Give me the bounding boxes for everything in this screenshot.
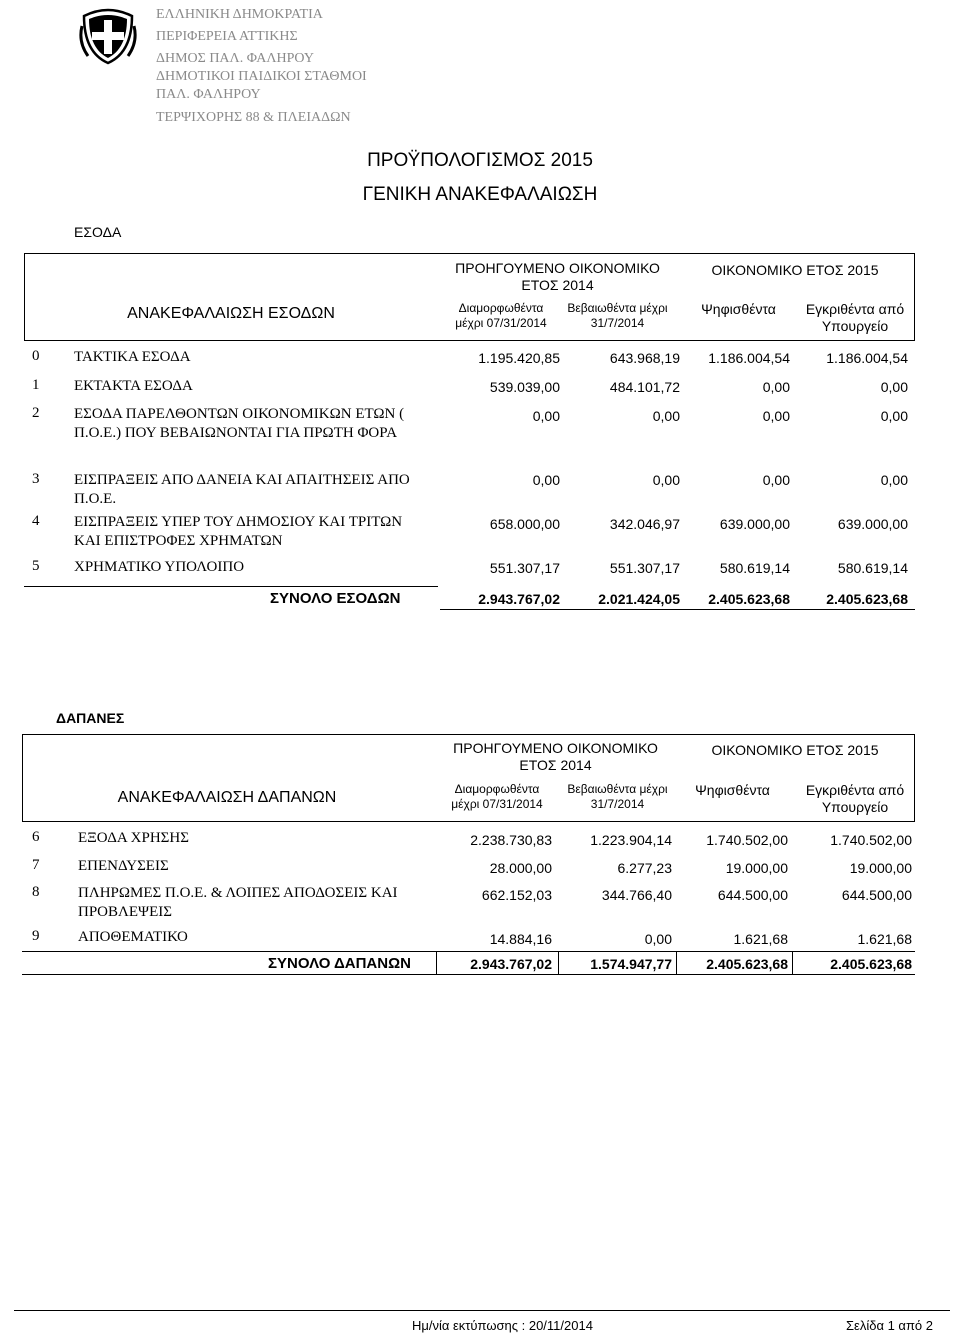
row-value-voted: 19.000,00 xyxy=(725,860,788,876)
expenses-total-sep-3 xyxy=(676,951,677,974)
row-number: 3 xyxy=(32,471,40,487)
row-label: ΕΙΣΠΡΑΞΕΙΣ ΥΠΕΡ ΤΟΥ ΔΗΜΟΣΙΟΥ ΚΑΙ ΤΡΙΤΩΝ ΚΑΙ ΕΠΙΣΤΡΟΦΕΣ ΧΡΗΜΑΤΩΝ xyxy=(74,514,403,549)
revenue-col-approved: Εγκριθέντα από Υπουργείο xyxy=(805,301,905,334)
revenue-total-formed: 2.943.767,02 xyxy=(478,591,560,607)
row-value-voted: 0,00 xyxy=(762,379,790,395)
row-number: 2 xyxy=(32,405,40,421)
expenses-total-approved: 2.405.623,68 xyxy=(830,956,912,972)
row-value-approved: 1.186.004,54 xyxy=(826,350,908,366)
row-number: 8 xyxy=(32,884,40,900)
revenue-table-title: ΑΝΑΚΕΦΑΛΑΙΩΣΗ ΕΣΟΔΩΝ xyxy=(127,305,335,322)
expenses-col-voted: Ψηφισθέντα xyxy=(695,782,770,798)
org-line-region: ΠΕΡΙΦΕΡΕΙΑ ΑΤΤΙΚΗΣ xyxy=(156,29,298,44)
row-value-confirmed: 1.223.904,14 xyxy=(590,832,672,848)
revenue-prev-year-header: ΠΡΟΗΓΟΥΜΕΝΟ ΟΙΚΟΝΟΜΙΚΟ ΕΤΟΣ 2014 xyxy=(455,260,660,293)
expenses-total-sep-4 xyxy=(792,951,793,974)
expenses-total-label: ΣΥΝΟΛΟ ΔΑΠΑΝΩΝ xyxy=(268,955,411,972)
revenue-curr-year-header: ΟΙΚΟΝΟΜΙΚΟ ΕΤΟΣ 2015 xyxy=(711,262,879,278)
row-value-formed: 551.307,17 xyxy=(489,560,560,576)
row-label: ΕΞΟΔΑ ΧΡΗΣΗΣ xyxy=(78,830,189,846)
row-value-confirmed: 643.968,19 xyxy=(609,350,680,366)
greek-emblem-icon xyxy=(78,6,138,66)
row-value-approved: 1.621,68 xyxy=(857,931,912,947)
row-label: ΕΚΤΑΚΤΑ ΕΣΟΔΑ xyxy=(74,378,193,394)
row-value-confirmed: 6.277,23 xyxy=(617,860,672,876)
row-value-formed: 14.884,16 xyxy=(489,931,552,947)
revenue-total-label: ΣΥΝΟΛΟ ΕΣΟΔΩΝ xyxy=(270,590,401,607)
row-label: ΕΙΣΠΡΑΞΕΙΣ ΑΠΟ ΔΑΝΕΙΑ ΚΑΙ ΑΠΑΙΤΗΣΕΙΣ ΑΠΟ Π.Ο.Ε. xyxy=(74,472,410,507)
expenses-total-confirmed: 1.574.947,77 xyxy=(590,956,672,972)
row-label: ΠΛΗΡΩΜΕΣ Π.Ο.Ε. & ΛΟΙΠΕΣ ΑΠΟΔΟΣΕΙΣ ΚΑΙ ΠΡΟΒΛΕΨΕΙΣ xyxy=(78,885,398,920)
row-value-voted: 1.621,68 xyxy=(733,931,788,947)
row-label: ΕΣΟΔΑ ΠΑΡΕΛΘΟΝΤΩΝ ΟΙΚΟΝΟΜΙΚΩΝ ΕΤΩΝ ( Π.Ο.Ε.) ΠΟΥ ΒΕΒΑΙΩΝΟΝΤΑΙ ΓΙΑ ΠΡΩΤΗ ΦΟΡΑ xyxy=(74,406,405,441)
expenses-total-sep-1 xyxy=(436,951,437,974)
expenses-table-title: ΑΝΑΚΕΦΑΛΑΙΩΣΗ ΔΑΠΑΝΩΝ xyxy=(117,789,337,806)
row-value-approved: 0,00 xyxy=(880,408,908,424)
row-value-approved: 0,00 xyxy=(880,472,908,488)
expenses-section-label: ΔΑΠΑΝΕΣ xyxy=(56,710,125,726)
row-value-formed: 1.195.420,85 xyxy=(478,350,560,366)
row-value-voted: 580.619,14 xyxy=(719,560,790,576)
row-value-formed: 539.039,00 xyxy=(489,379,560,395)
revenue-section-label: ΕΣΟΔΑ xyxy=(74,224,122,240)
row-value-approved: 580.619,14 xyxy=(837,560,908,576)
org-line-address: ΤΕΡΨΙΧΟΡΗΣ 88 & ΠΛΕΙΑΔΩΝ xyxy=(156,110,351,125)
row-value-confirmed: 344.766,40 xyxy=(601,887,672,903)
revenue-total-underline xyxy=(440,609,915,610)
row-value-approved: 19.000,00 xyxy=(849,860,912,876)
org-line-entity-place: ΠΑΛ. ΦΑΛΗΡΟΥ xyxy=(156,87,261,102)
row-value-voted: 1.740.502,00 xyxy=(706,832,788,848)
revenue-col-confirmed: Βεβαιωθέντα μέχρι 31/7/2014 xyxy=(567,301,668,330)
expenses-col-confirmed: Βεβαιωθέντα μέχρι 31/7/2014 xyxy=(567,782,668,811)
revenue-col-formed: Διαμορφωθέντα μέχρι 07/31/2014 xyxy=(455,301,547,330)
row-value-voted: 0,00 xyxy=(762,408,790,424)
expenses-curr-year-header: ΟΙΚΟΝΟΜΙΚΟ ΕΤΟΣ 2015 xyxy=(711,742,879,758)
org-line-municipality: ΔΗΜΟΣ ΠΑΛ. ΦΑΛΗΡΟΥ xyxy=(156,51,314,66)
expenses-col-approved: Εγκριθέντα από Υπουργείο xyxy=(805,782,905,815)
row-number: 9 xyxy=(32,928,40,944)
row-value-confirmed: 342.046,97 xyxy=(609,516,680,532)
footer-rule xyxy=(14,1310,950,1311)
row-value-confirmed: 0,00 xyxy=(652,408,680,424)
row-label: ΕΠΕΝΔΥΣΕΙΣ xyxy=(78,858,169,874)
org-line-country: ΕΛΛΗΝΙΚΗ ΔΗΜΟΚΡΑΤΙΑ xyxy=(156,7,323,22)
expenses-col-formed: Διαμορφωθέντα μέχρι 07/31/2014 xyxy=(451,782,543,811)
row-number: 4 xyxy=(32,513,40,529)
expenses-prev-year-header: ΠΡΟΗΓΟΥΜΕΝΟ ΟΙΚΟΝΟΜΙΚΟ ΕΤΟΣ 2014 xyxy=(453,740,658,773)
page-subtitle: ΓΕΝΙΚΗ ΑΝΑΚΕΦΑΛΑΙΩΣΗ xyxy=(362,184,598,205)
row-value-voted: 644.500,00 xyxy=(717,887,788,903)
row-value-approved: 1.740.502,00 xyxy=(830,832,912,848)
expenses-total-sep-2 xyxy=(558,951,559,974)
revenue-total-confirmed: 2.021.424,05 xyxy=(598,591,680,607)
row-value-formed: 662.152,03 xyxy=(481,887,552,903)
row-number: 7 xyxy=(32,857,40,873)
row-value-confirmed: 484.101,72 xyxy=(609,379,680,395)
expenses-total-underline xyxy=(22,974,915,975)
row-value-confirmed: 551.307,17 xyxy=(609,560,680,576)
row-value-voted: 1.186.004,54 xyxy=(708,350,790,366)
row-value-formed: 0,00 xyxy=(532,472,560,488)
row-number: 1 xyxy=(32,377,40,393)
footer-page-number: Σελίδα 1 από 2 xyxy=(846,1318,933,1333)
row-value-formed: 2.238.730,83 xyxy=(470,832,552,848)
row-value-approved: 0,00 xyxy=(880,379,908,395)
revenue-total-approved: 2.405.623,68 xyxy=(826,591,908,607)
row-value-formed: 658.000,00 xyxy=(489,516,560,532)
org-line-entity: ΔΗΜΟΤΙΚΟΙ ΠΑΙΔΙΚΟΙ ΣΤΑΘΜΟΙ xyxy=(156,69,367,84)
revenue-col-voted: Ψηφισθέντα xyxy=(701,301,776,317)
row-number: 5 xyxy=(32,558,40,574)
row-label: ΑΠΟΘΕΜΑΤΙΚΟ xyxy=(78,929,188,945)
row-value-approved: 644.500,00 xyxy=(841,887,912,903)
row-number: 0 xyxy=(32,348,40,364)
row-value-approved: 639.000,00 xyxy=(837,516,908,532)
expenses-total-voted: 2.405.623,68 xyxy=(706,956,788,972)
row-value-formed: 28.000,00 xyxy=(489,860,552,876)
expenses-total-formed: 2.943.767,02 xyxy=(470,956,552,972)
footer-print-date: Ημ/νία εκτύπωσης : 20/11/2014 xyxy=(412,1318,593,1333)
row-value-formed: 0,00 xyxy=(532,408,560,424)
row-label: ΧΡΗΜΑΤΙΚΟ ΥΠΟΛΟΙΠΟ xyxy=(74,559,245,575)
expenses-total-topline xyxy=(22,951,915,952)
row-value-voted: 0,00 xyxy=(762,472,790,488)
row-value-confirmed: 0,00 xyxy=(644,931,672,947)
row-label: ΤΑΚΤΙΚΑ ΕΣΟΔΑ xyxy=(74,349,191,365)
row-value-voted: 639.000,00 xyxy=(719,516,790,532)
revenue-total-voted: 2.405.623,68 xyxy=(708,591,790,607)
row-value-confirmed: 0,00 xyxy=(652,472,680,488)
row-number: 6 xyxy=(32,829,40,845)
page-title: ΠΡΟΫΠΟΛΟΓΙΣΜΟΣ 2015 xyxy=(367,150,593,171)
